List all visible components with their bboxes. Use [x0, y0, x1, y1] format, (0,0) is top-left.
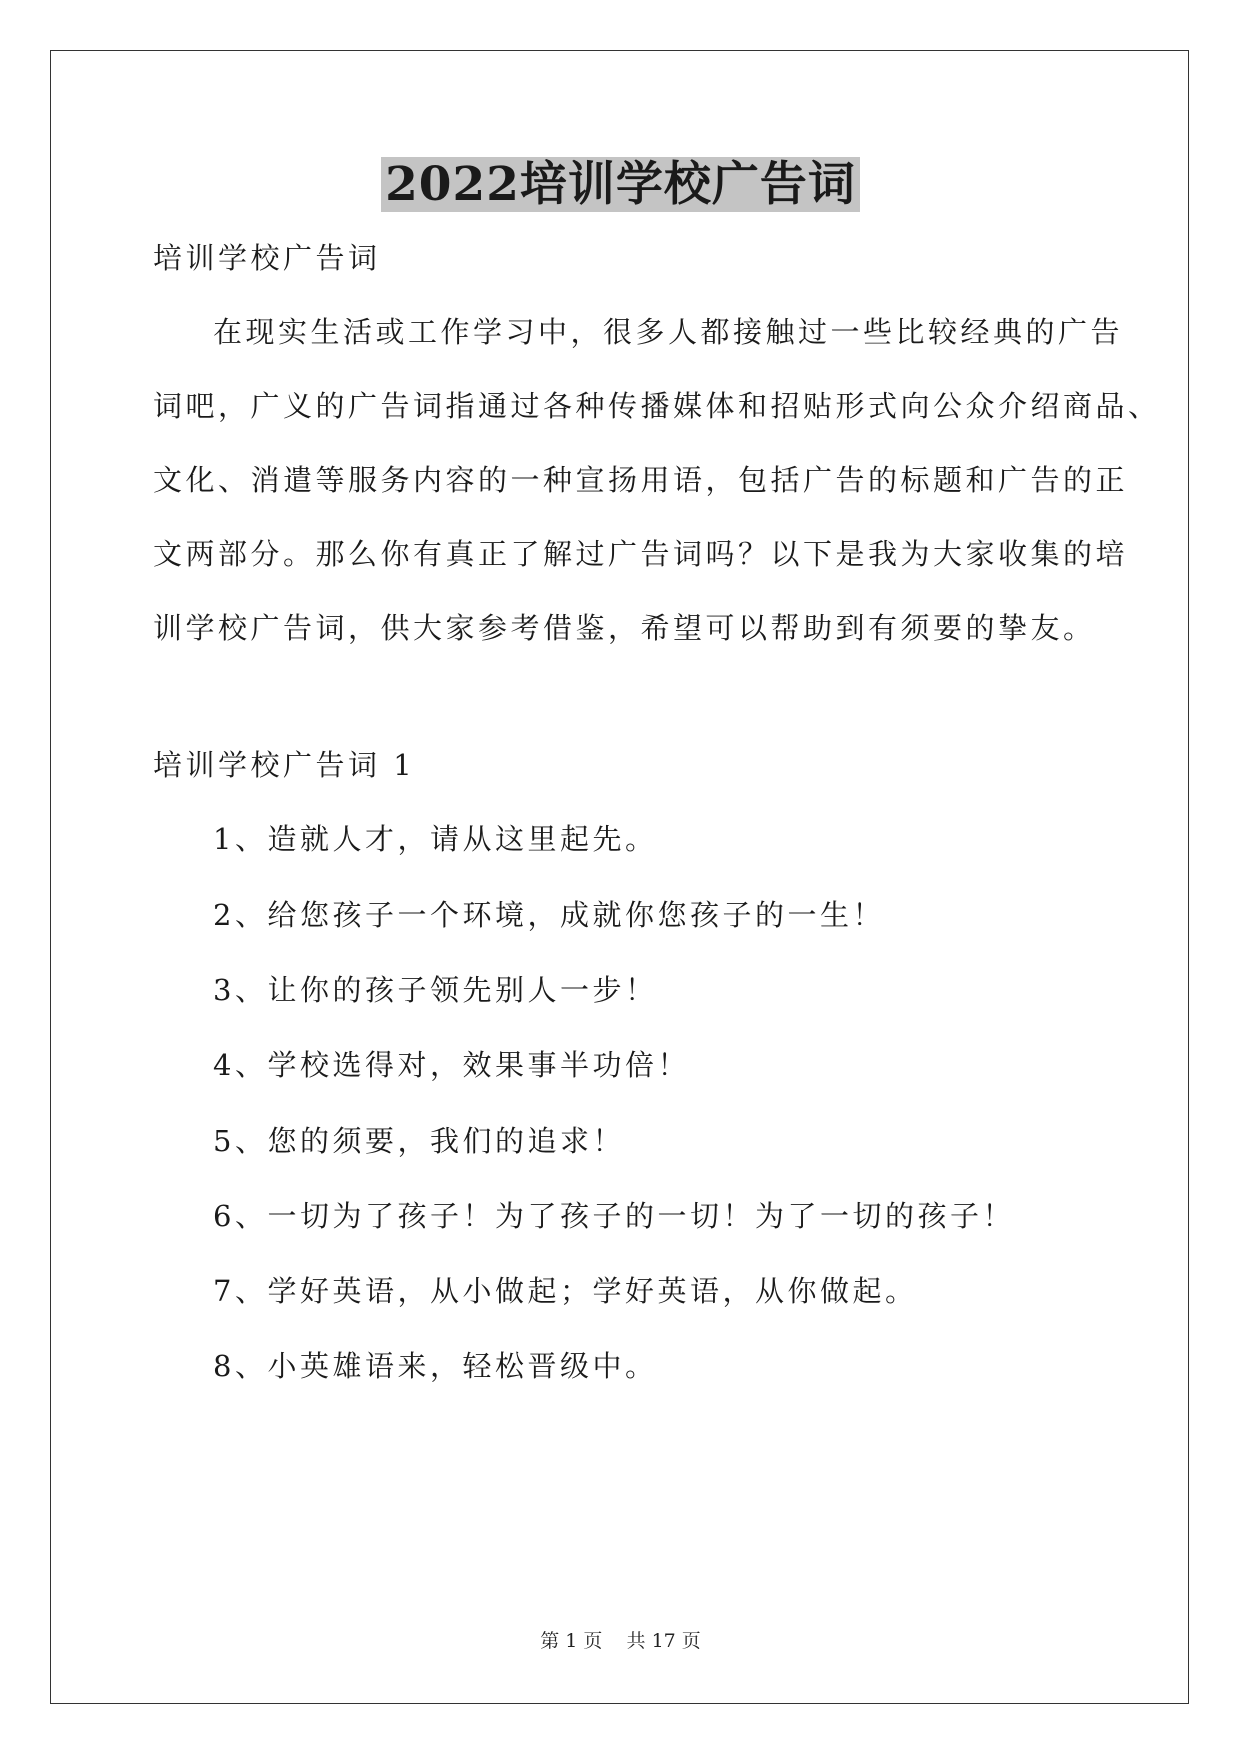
slogan-item-7: 7、学好英语，从小做起；学好英语，从你做起。	[213, 1274, 918, 1308]
slogan-item-3: 3、让你的孩子领先别人一步！	[213, 973, 658, 1007]
page-border	[50, 50, 1189, 1704]
slogan-item-5: 5、您的须要，我们的追求！	[213, 1124, 625, 1158]
intro-line-1: 在现实生活或工作学习中，很多人都接触过一些比较经典的广告	[213, 315, 1124, 349]
intro-line-3: 文化、消遣等服务内容的一种宣扬用语，包括广告的标题和广告的正	[153, 463, 1129, 497]
intro-line-2: 词吧，广义的广告词指通过各种传播媒体和招贴形式向公众介绍商品、	[153, 389, 1161, 423]
intro-line-4: 文两部分。那么你有真正了解过广告词吗？以下是我为大家收集的培	[153, 537, 1129, 571]
slogan-item-4: 4、学校选得对，效果事半功倍！	[213, 1048, 690, 1082]
slogan-item-6: 6、一切为了孩子！为了孩子的一切！为了一切的孩子！	[213, 1199, 1015, 1233]
intro-line-5: 训学校广告词，供大家参考借鉴，希望可以帮助到有须要的挚友。	[153, 611, 1096, 645]
slogan-item-8: 8、小英雄语来，轻松晋级中。	[213, 1349, 658, 1383]
page-number-footer: 第 1 页 共 17 页	[540, 1630, 701, 1652]
document-title-text: 2022培训学校广告词	[381, 157, 860, 212]
document-title	[0, 155, 1241, 215]
slogan-item-1: 1、造就人才，请从这里起先。	[213, 822, 658, 856]
section-heading: 培训学校广告词 1	[153, 748, 416, 782]
intro-heading: 培训学校广告词	[153, 241, 381, 275]
slogan-item-2: 2、给您孩子一个环境，成就你您孩子的一生！	[213, 898, 885, 932]
